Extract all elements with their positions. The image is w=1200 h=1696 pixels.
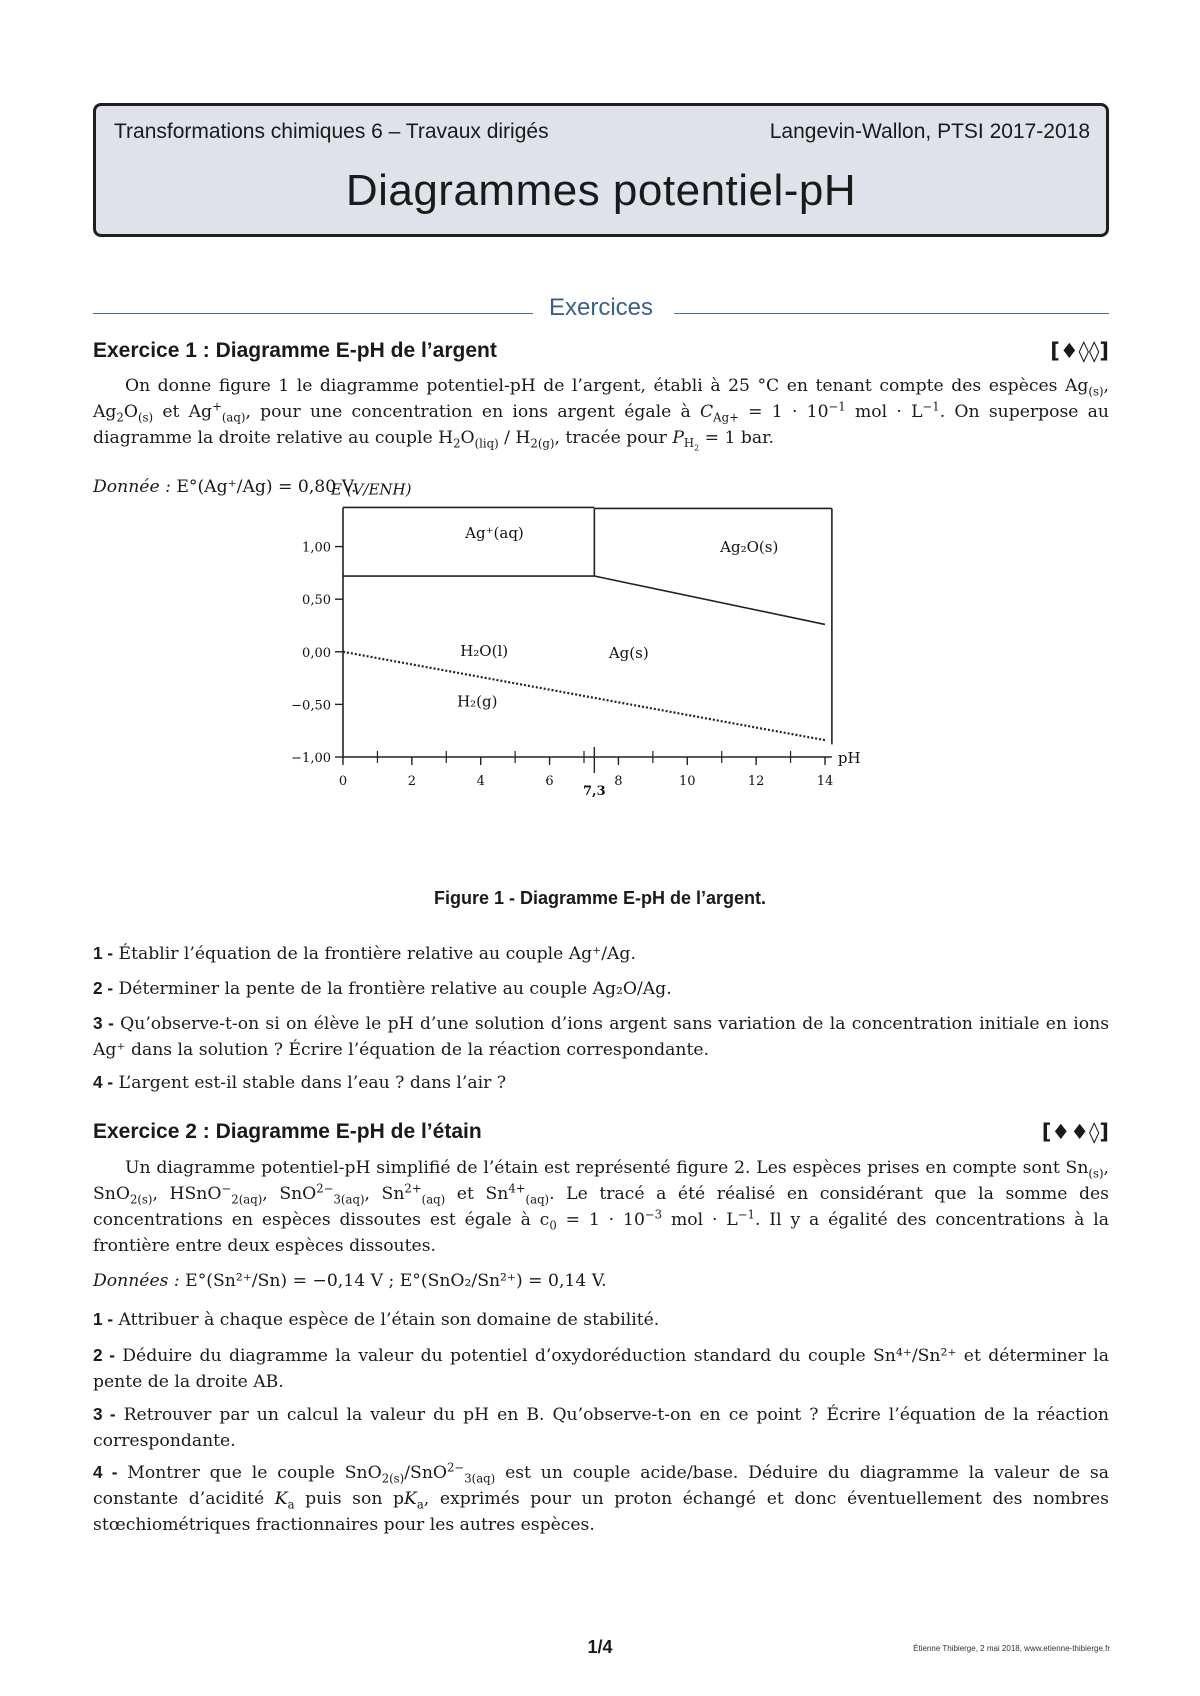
exercise-2-intro: Un diagramme potentiel-pH simplifié de l’étain est représenté figure 2. Les espèces prises en compte sont $Sn_{(s)}$, SnO$_{2(s)}$, HSnO−$_{2(aq)}$, SnO$^{2-}_{3(aq)}$, $Sn^{2+}_{(aq)}$ et $Sn^{4+}_{(aq)}$. Le tracé a été réalisé en considérant que la somme des concentrations en espèces dissoutes est égale à $c_0 = 1 \cdot 10^{-3}$ mol · $L^{-1}$. Il y a égalité des concentrations à la frontière entre deux espèces dissoutes. (93, 1158, 1109, 1256)
y-axis-label: E (V/ENH) (331, 480, 412, 499)
eph-diagram-silver (240, 480, 960, 875)
x-tick-label-6: 12 (747, 774, 765, 789)
x-tick-label-7-3: 7,3 (583, 784, 606, 799)
page-title: Diagrammes potentiel-pH (345, 166, 857, 215)
region-label-1: Ag₂O(s) (720, 537, 779, 556)
y-tick-label-1: 0,50 (302, 593, 331, 609)
exercise-1-title: Exercice 1 : Diagramme E-pH de l’argent (93, 339, 497, 362)
x-tick-label-3: 6 (545, 774, 554, 789)
question-1-3: 3 - Qu’observe-t-on si on élève le pH d’une solution d’ions argent sans variation de la concentration initiale en ions Ag⁺ dans la solution ? Écrire l’équation de la réaction correspondante. (93, 1013, 1110, 1060)
x-tick-label-0: 0 (338, 774, 348, 789)
x-tick-label-5: 10 (679, 774, 696, 789)
region-label-3: H₂O(l) (460, 641, 509, 660)
course-label: Transformations chimiques 6 – Travaux dirigés (114, 120, 549, 143)
exercise-2-title: Exercice 2 : Diagramme E-pH de l’étain (93, 1120, 482, 1143)
exercise-1-difficulty: [♦◊◊] (1050, 339, 1109, 363)
series-line-3 (343, 652, 825, 740)
region-label-4: H₂(g) (457, 692, 498, 711)
question-2-1: 1 - Attribuer à chaque espèce de l’étain son domaine de stabilité. (93, 1309, 660, 1330)
x-axis-label: pH (837, 749, 861, 767)
question-2-3: 3 - Retrouver par un calcul la valeur du pH en B. Qu’observe-t-on en ce point ? Écrire l’équation de la réaction correspondante. (93, 1404, 1110, 1451)
series-line-1 (594, 576, 825, 624)
page-number: 1/4 (587, 1637, 613, 1657)
x-tick-label-7: 14 (816, 774, 834, 789)
region-label-2: Ag(s) (608, 644, 649, 663)
question-1-1: 1 - Établir l’équation de la frontière relative au couple Ag⁺/Ag. (93, 943, 636, 964)
exercise-1-data: Donnée : E°(Ag⁺/Ag) = 0,80 V. (93, 477, 357, 497)
y-tick-label-4: −1,00 (291, 751, 331, 766)
exercise-2-difficulty: [♦♦◊] (1041, 1120, 1109, 1144)
x-tick-label-2: 4 (476, 774, 485, 789)
region-label-0: Ag⁺(aq) (465, 524, 524, 543)
question-2-4: 4 - Montrer que le couple SnO$_{2(s)}$/SnO$^{2-}_{3(aq)}$ est un couple acide/base. Déduire du diagramme la valeur de sa constante d’acidité $K_a$ puis son $pK_a$, exprimés pour un proton échangé et donc éventuellement des nombres stœchiométriques fractionnaires pour les autres espèces. (93, 1460, 1110, 1535)
y-tick-label-3: −0,50 (291, 698, 331, 714)
question-1-2: 2 - Déterminer la pente de la frontière relative au couple Ag₂O/Ag. (93, 978, 672, 999)
section-divider (93, 294, 1109, 326)
exercise-2-data: Données : E°(Sn²⁺/Sn) = −0,14 V ; E°(SnO₂/Sn²⁺) = 0,14 V. (93, 1271, 607, 1291)
header-box (93, 103, 1109, 237)
x-tick-label-4: 8 (614, 774, 623, 789)
y-tick-label-2: 0,00 (302, 645, 331, 661)
x-tick-label-1: 2 (407, 774, 416, 789)
footer-credit: Étienne Thibierge, 2 mai 2018, www.etienne-thibierge.fr (913, 1644, 1110, 1653)
question-2-2: 2 - Déduire du diagramme la valeur du potentiel d’oxydoréduction standard du couple Sn⁴⁺/Sn²⁺ et déterminer la pente de la droite AB. (93, 1345, 1109, 1392)
section-title: Exercices (539, 294, 663, 321)
institution-label: Langevin-Wallon, PTSI 2017-2018 (769, 120, 1090, 143)
y-tick-label-0: 1,00 (302, 540, 331, 556)
figure-1-caption: Figure 1 - Diagramme E-pH de l’argent. (433, 888, 767, 908)
exercise-1-intro: On donne figure 1 le diagramme potentiel-pH de l’argent, établi à 25 °C en tenant compte des espèces $Ag_{(s)}$, $Ag_2O_{(s)}$ et $Ag^+_{(aq)}$, pour une concentration en ions argent égale à $C_{Ag+} = 1 \cdot 10^{-1}$ mol · $L^{-1}$. On superpose au diagramme la droite relative au couple $H_2O_{(liq)} / H_{2(g)}$, tracée pour $P_{H_2} = 1$ bar. (93, 376, 1109, 453)
question-1-4: 4 - L’argent est-il stable dans l’eau ? dans l’air ? (93, 1072, 507, 1093)
